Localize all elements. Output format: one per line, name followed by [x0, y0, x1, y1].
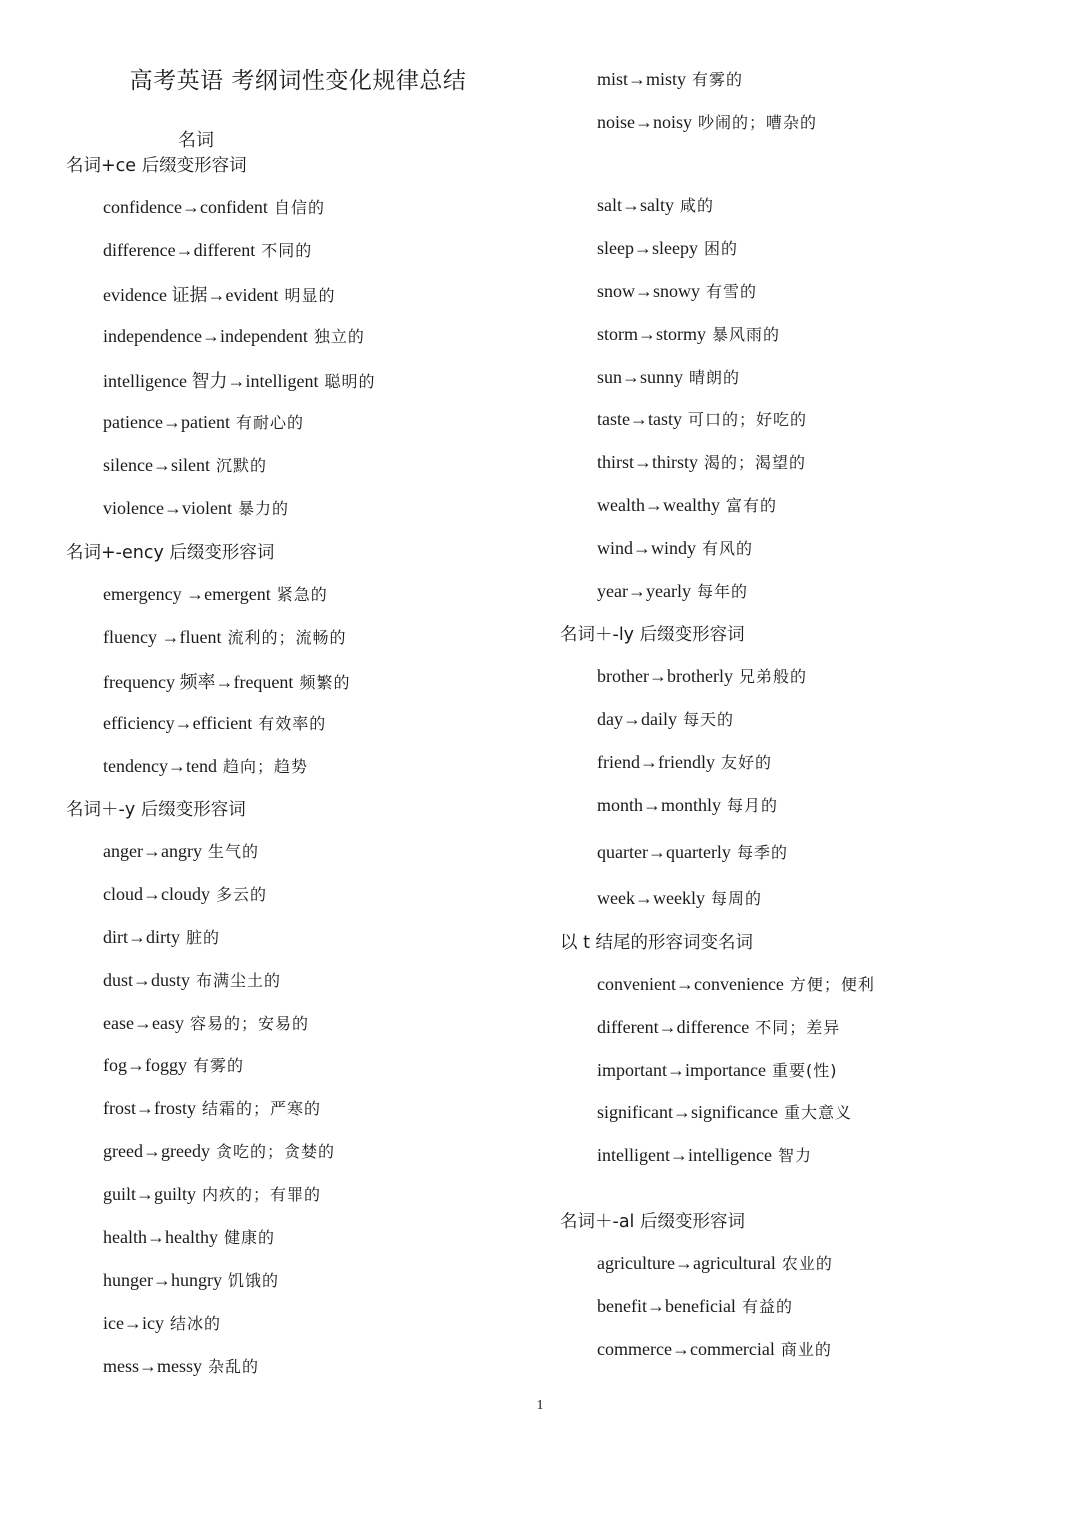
meaning: 有雾的: [692, 70, 744, 89]
word-pair: storm→stormy: [597, 324, 707, 344]
vocab-entry: [103, 1139, 335, 1162]
vocab-entry: [103, 968, 281, 991]
word-pair: efficiency→efficient: [103, 713, 253, 733]
meaning: 方便；便利: [789, 975, 875, 994]
meaning: 有雪的: [706, 282, 758, 301]
word-pair: friend→friendly: [597, 752, 715, 772]
vocab-entry: [597, 536, 753, 559]
word-pair: evidence 证据→evident: [103, 285, 279, 305]
section-heading: 名词+ce 后缀变形容词: [66, 156, 247, 176]
meaning: 吵闹的；嘈杂的: [698, 113, 818, 132]
vocab-entry: [597, 664, 807, 687]
word-pair: intelligent→intelligence: [597, 1145, 772, 1165]
vocab-entry: [597, 886, 762, 909]
meaning: 结冰的: [169, 1314, 221, 1333]
word-pair: different→difference: [597, 1017, 750, 1037]
word-pair: cloud→cloudy: [103, 884, 210, 904]
vocab-entry: [103, 625, 346, 648]
meaning: 每月的: [727, 796, 779, 815]
meaning: 友好的: [720, 753, 772, 772]
vocab-entry: [103, 367, 375, 393]
word-pair: year→yearly: [597, 581, 691, 601]
vocab-entry: [103, 839, 259, 862]
vocab-entry: [103, 1225, 275, 1248]
word-pair: commerce→commercial: [597, 1339, 775, 1359]
meaning: 自信的: [273, 198, 325, 217]
word-pair: thirst→thirsty: [597, 452, 699, 472]
word-pair: month→monthly: [597, 795, 722, 815]
word-pair: noise→noisy: [597, 112, 693, 132]
category-label: 名词: [178, 130, 214, 151]
meaning: 每季的: [736, 843, 788, 862]
meaning: 流利的；流畅的: [227, 628, 347, 647]
word-pair: greed→greedy: [103, 1141, 210, 1161]
vocab-entry: [597, 110, 817, 133]
section-heading: 以 t 结尾的形容词变名词: [560, 933, 753, 953]
word-pair: intelligence 智力→intelligent: [103, 371, 319, 391]
vocab-entry: [103, 668, 350, 694]
vocab-entry: [103, 582, 328, 605]
meaning: 趋向；趋势: [222, 757, 308, 776]
word-pair: patience→patient: [103, 412, 230, 432]
meaning: 不同的: [261, 241, 313, 260]
meaning: 有耐心的: [235, 413, 304, 432]
meaning: 明显的: [284, 286, 336, 305]
meaning: 独立的: [313, 327, 365, 346]
word-pair: fog→foggy: [103, 1055, 187, 1075]
vocab-entry: [597, 193, 714, 216]
word-pair: dust→dusty: [103, 970, 191, 990]
word-pair: tendency→tend: [103, 756, 217, 776]
meaning: 贪吃的；贪婪的: [215, 1142, 335, 1161]
vocab-entry: [597, 279, 757, 302]
vocab-entry: [103, 324, 365, 347]
meaning: 多云的: [215, 885, 267, 904]
word-pair: snow→snowy: [597, 281, 701, 301]
word-pair: hunger→hungry: [103, 1270, 222, 1290]
vocab-entry: [597, 1015, 840, 1038]
meaning: 饥饿的: [227, 1271, 279, 1290]
vocab-entry: [103, 925, 220, 948]
vocab-entry: [597, 450, 806, 473]
vocab-entry: [103, 1311, 221, 1334]
word-pair: mess→messy: [103, 1356, 202, 1376]
word-pair: sun→sunny: [597, 367, 684, 387]
section-heading: 名词+-ency 后缀变形容词: [66, 543, 275, 563]
meaning: 不同；差异: [755, 1018, 841, 1037]
meaning: 沉默的: [215, 456, 267, 475]
vocab-entry: [103, 238, 312, 261]
vocab-entry: [597, 1100, 852, 1123]
vocab-entry: [597, 1294, 793, 1317]
meaning: 咸的: [680, 196, 715, 215]
word-pair: ease→easy: [103, 1013, 184, 1033]
vocab-entry: [103, 410, 304, 433]
vocab-entry: [103, 1182, 321, 1205]
meaning: 晴朗的: [689, 368, 741, 387]
meaning: 容易的；安易的: [189, 1014, 309, 1033]
meaning: 有风的: [702, 539, 754, 558]
vocab-entry: [597, 365, 740, 388]
vocab-entry: [597, 750, 772, 773]
meaning: 兄弟般的: [738, 667, 807, 686]
meaning: 每年的: [696, 582, 748, 601]
word-pair: mist→misty: [597, 69, 687, 89]
page-title: 高考英语 考纲词性变化规律总结: [129, 68, 467, 94]
meaning: 每天的: [682, 710, 734, 729]
meaning: 暴风雨的: [712, 325, 781, 344]
vocab-entry: [103, 195, 325, 218]
vocab-entry: [597, 972, 875, 995]
vocab-entry: [597, 707, 734, 730]
word-pair: frost→frosty: [103, 1098, 196, 1118]
word-pair: independence→independent: [103, 326, 308, 346]
word-pair: health→healthy: [103, 1227, 218, 1247]
meaning: 杂乱的: [208, 1357, 260, 1376]
meaning: 脏的: [186, 928, 221, 947]
meaning: 聪明的: [324, 372, 376, 391]
word-pair: benefit→beneficial: [597, 1296, 736, 1316]
vocab-entry: [597, 1251, 833, 1274]
vocab-entry: [103, 1053, 244, 1076]
section-heading: 名词＋-ly 后缀变形容词: [560, 625, 745, 645]
meaning: 结霜的；严寒的: [202, 1099, 322, 1118]
word-pair: agriculture→agricultural: [597, 1253, 776, 1273]
meaning: 有益的: [741, 1297, 793, 1316]
vocab-entry: [103, 453, 267, 476]
meaning: 智力: [777, 1146, 812, 1165]
meaning: 可口的；好吃的: [687, 410, 807, 429]
word-pair: wealth→wealthy: [597, 495, 720, 515]
word-pair: day→daily: [597, 709, 677, 729]
vocab-entry: [103, 1354, 259, 1377]
word-pair: important→importance: [597, 1060, 766, 1080]
meaning: 每周的: [710, 889, 762, 908]
word-pair: brother→brotherly: [597, 666, 733, 686]
meaning: 有雾的: [193, 1056, 245, 1075]
vocab-entry: [597, 493, 777, 516]
meaning: 商业的: [780, 1340, 832, 1359]
word-pair: taste→tasty: [597, 409, 682, 429]
vocab-entry: [597, 579, 748, 602]
meaning: 生气的: [207, 842, 259, 861]
vocab-entry: [597, 1143, 812, 1166]
meaning: 暴力的: [237, 499, 289, 518]
vocab-entry: [103, 882, 267, 905]
word-pair: fluency →fluent: [103, 627, 222, 647]
meaning: 重要(性): [771, 1061, 838, 1080]
vocab-entry: [103, 1096, 321, 1119]
word-pair: confidence→confident: [103, 197, 268, 217]
meaning: 健康的: [223, 1228, 275, 1247]
vocab-entry: [103, 1011, 309, 1034]
word-pair: significant→significance: [597, 1102, 778, 1122]
word-pair: dirt→dirty: [103, 927, 180, 947]
meaning: 困的: [703, 239, 738, 258]
vocab-entry: [597, 67, 743, 90]
word-pair: sleep→sleepy: [597, 238, 698, 258]
vocab-entry: [103, 711, 326, 734]
vocab-entry: [103, 1268, 279, 1291]
word-pair: ice→icy: [103, 1313, 164, 1333]
word-pair: salt→salty: [597, 195, 674, 215]
meaning: 布满尘土的: [196, 971, 282, 990]
section-heading: 名词＋-al 后缀变形容词: [560, 1212, 745, 1232]
word-pair: difference→different: [103, 240, 256, 260]
vocab-entry: [597, 793, 778, 816]
vocab-entry: [597, 1337, 832, 1360]
vocab-entry: [103, 496, 289, 519]
word-pair: wind→windy: [597, 538, 696, 558]
word-pair: violence→violent: [103, 498, 232, 518]
vocab-entry: [597, 1058, 837, 1081]
word-pair: silence→silent: [103, 455, 210, 475]
section-heading: 名词＋-y 后缀变形容词: [66, 800, 246, 820]
meaning: 内疚的；有罪的: [202, 1185, 322, 1204]
vocab-entry: [597, 236, 738, 259]
meaning: 有效率的: [258, 714, 327, 733]
word-pair: quarter→quarterly: [597, 842, 731, 862]
page-number: 1: [536, 1398, 544, 1413]
meaning: 重大意义: [783, 1103, 852, 1122]
vocab-entry: [597, 840, 788, 863]
meaning: 频繁的: [299, 673, 351, 692]
vocab-entry: [103, 281, 335, 307]
word-pair: anger→angry: [103, 841, 202, 861]
vocab-entry: [597, 322, 780, 345]
meaning: 富有的: [725, 496, 777, 515]
meaning: 农业的: [781, 1254, 833, 1273]
word-pair: emergency →emergent: [103, 584, 271, 604]
meaning: 渴的；渴望的: [704, 453, 807, 472]
word-pair: guilt→guilty: [103, 1184, 197, 1204]
word-pair: frequency 频率→frequent: [103, 672, 294, 692]
meaning: 紧急的: [276, 585, 328, 604]
word-pair: convenient→convenience: [597, 974, 784, 994]
vocab-entry: [103, 754, 308, 777]
word-pair: week→weekly: [597, 888, 705, 908]
vocab-entry: [597, 407, 807, 430]
